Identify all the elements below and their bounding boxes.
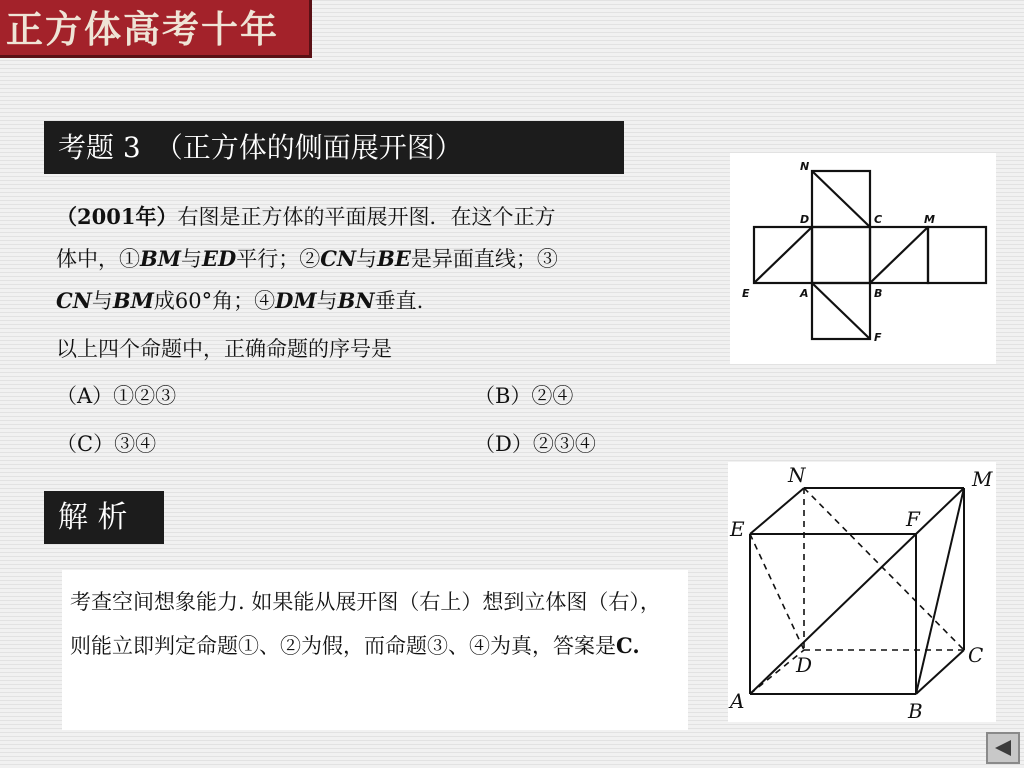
net-label-a: A xyxy=(800,287,809,300)
net-label-m: M xyxy=(924,213,935,226)
cube-edge-en xyxy=(750,488,804,534)
net-label-e: E xyxy=(742,287,750,300)
option-c: （C）③④ xyxy=(56,432,157,456)
cube-label-m: M xyxy=(972,467,993,491)
cube-net-figure xyxy=(730,153,996,364)
net-face-far-right xyxy=(928,227,986,283)
option-d: （D）②③④ xyxy=(474,432,596,456)
net-diagonal-bm xyxy=(870,227,928,283)
problem-statement xyxy=(56,196,726,370)
cube-edge-fm xyxy=(916,488,964,534)
cube-hidden-ed xyxy=(750,534,804,650)
cube-label-n: N xyxy=(788,463,806,487)
cube-label-c: C xyxy=(968,643,984,667)
net-label-c: C xyxy=(874,213,883,226)
cube-3d-figure xyxy=(728,462,996,722)
cube-label-b: B xyxy=(908,699,923,722)
cube-edge-bc xyxy=(916,650,964,694)
cube-segment-bm xyxy=(916,488,964,694)
problem-line-2: 体中，①BM与ED平行；②CN与BE是异面直线；③ xyxy=(56,246,558,271)
cube-label-a: A xyxy=(730,689,745,713)
cube-label-e: E xyxy=(730,517,745,541)
slide-title-banner xyxy=(0,0,312,58)
analysis-answer: C. xyxy=(616,633,640,658)
cube-net-diagram xyxy=(730,153,996,364)
analysis-heading xyxy=(44,491,164,544)
net-face-center xyxy=(812,227,870,283)
option-a: （A）①②③ xyxy=(56,384,177,408)
net-diagonal-ed xyxy=(754,227,812,283)
question-heading-text: 考题 3 （正方体的侧面展开图） xyxy=(58,130,463,164)
analysis-heading-text: 解 析 xyxy=(58,499,128,535)
triangle-left-icon xyxy=(993,739,1013,757)
question-heading xyxy=(44,121,624,174)
net-label-f: F xyxy=(874,331,882,344)
net-label-n: N xyxy=(800,160,810,173)
problem-line-1: （2001年）右图是正方体的平面展开图．在这个正方 xyxy=(56,204,556,229)
slide-title: 正方体高考十年 xyxy=(6,7,279,51)
option-b: （B）②④ xyxy=(474,384,574,408)
cube-label-d: D xyxy=(796,653,813,677)
cube-segment-af xyxy=(750,534,916,694)
net-diagonal-af xyxy=(812,283,870,339)
cube-label-f: F xyxy=(906,507,920,531)
problem-line-3: CN与BM成60°角；④DM与BN垂直. xyxy=(56,288,424,313)
net-label-d: D xyxy=(800,213,810,226)
analysis-text-box xyxy=(62,570,688,730)
net-label-b: B xyxy=(874,287,883,300)
problem-question: 以上四个命题中，正确命题的序号是 xyxy=(56,337,392,361)
cube-3d-diagram xyxy=(728,462,996,722)
analysis-text: 考查空间想象能力. 如果能从展开图（右上）想到立体图（右），则能立即判定命题①、②为假，而命题③、④为真，答案是 xyxy=(70,590,661,658)
net-diagonal-nc xyxy=(812,171,870,227)
previous-slide-button[interactable] xyxy=(986,732,1020,764)
